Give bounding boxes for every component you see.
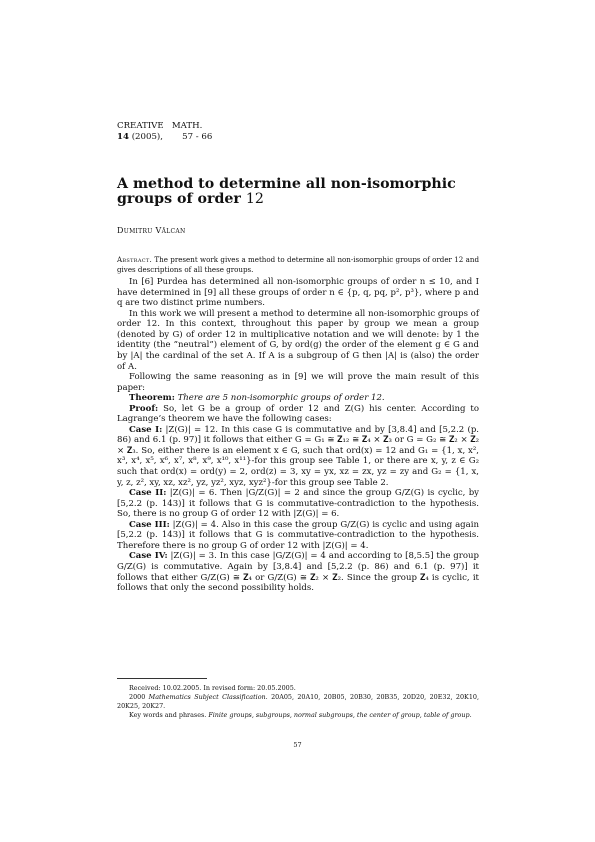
keywords bbox=[117, 711, 479, 720]
case-1 bbox=[117, 425, 479, 488]
case-2-text: |Z(G)| = 6. Then |G/Z(G)| = 2 and since the group G/Z(G) is cyclic, by [5,2.2 (p. 143)] it follows that G is commutative-contradiction to the hypothesis. So, there is no group G of order 12 with |Z(G)| = 6. bbox=[117, 488, 480, 520]
msc-classification bbox=[117, 693, 479, 711]
proof-label: Proof: bbox=[129, 403, 159, 414]
msc-prefix: 2000 bbox=[129, 693, 149, 702]
paper-body bbox=[117, 255, 479, 594]
case-4-label: Case IV: bbox=[129, 551, 168, 562]
theorem bbox=[117, 393, 479, 404]
theorem-label: Theorem: bbox=[129, 393, 175, 404]
title-number: 12 bbox=[245, 191, 264, 207]
page-number: 57 bbox=[293, 741, 302, 749]
msc-label: Mathematics Subject Classification. bbox=[148, 693, 268, 702]
paragraph-context: In this work we will present a method to determine all non-isomorphic groups of order 12. In this context, throughout this paper by group we mean a group (denoted by G) of order 12 in multiplicative notation and we will denote: by 1 the identity (the ”neutral”) element of G, by ord(g) the order of the element g ∈ G and by |A| the cardinal of the set A. If A is a subgroup of G then |A| is (also) the order of A. bbox=[117, 308, 479, 372]
paragraph-reasoning: Following the same reasoning as in [9] we will prove the main result of this paper: bbox=[117, 372, 479, 393]
msc-codes: 20A05, 20A10, 20B05, 20B30, 20B35, 20D20, 20E32, 20K10, 20K25, 20K27. bbox=[117, 693, 479, 711]
proof bbox=[117, 404, 479, 425]
received-date: Received: 10.02.2005. In revised form: 20.05.2005. bbox=[129, 684, 296, 692]
case-1-label: Case I: bbox=[129, 424, 163, 435]
journal-name: CREATIVE MATH. bbox=[117, 121, 203, 131]
case-3-label: Case III: bbox=[129, 519, 170, 530]
paper-title bbox=[117, 177, 497, 207]
title-text: A method to determine all non-isomorphic groups of order bbox=[117, 176, 456, 207]
abstract bbox=[117, 255, 479, 274]
case-2-label: Case II: bbox=[129, 488, 167, 499]
case-3 bbox=[117, 520, 479, 552]
proof-text: So, let G be a group of order 12 and Z(G) his center. According to Lagrange’s theorem we have the following cases: bbox=[117, 403, 479, 425]
case-4 bbox=[117, 551, 479, 593]
journal-header bbox=[117, 121, 212, 143]
abstract-label: Abstract. bbox=[117, 255, 153, 264]
footnotes bbox=[117, 684, 479, 720]
keywords-label: Key words and phrases. bbox=[129, 711, 207, 720]
case-3-text: |Z(G)| = 4. Also in this case the group G/Z(G) is cyclic and using again [5,2.2 (p. 143)] it follows that G is commutative-contradiction to the hypothesis. Therefore there is no group G of order 12 with |Z(G)| = 4. bbox=[117, 519, 479, 551]
case-1-text: |Z(G)| = 12. In this case G is commutative and by [3,8.4] and [5,2.2 (p. 86) and 6.1 (p. 97)] it follows that either G = G₁ ≅ 𝐙₁₂ ≅ 𝐙₄ × 𝐙₃ or G = G₂ ≅ 𝐙₂ × 𝐙₂ × 𝐙₃. So, either there is an element x ∈ G, such that ord(x) = 12 and G₁ = {1, x, x², x³, x⁴, x⁵, x⁶, x⁷, x⁸, x⁹, x¹⁰, x¹¹}-for this group see Table 1, or there are x, y, z ∈ G₂ such that ord(x) = ord(y) = 2, ord(z) = 3, xy = yx, xz = zx, yz = zy and G₂ = {1, x, y, z, z², xy, xz, xz², yz, yz², xyz, xyz²}-for this group see Table 2. bbox=[117, 424, 480, 488]
case-4-text: |Z(G)| = 3. In this case |G/Z(G)| = 4 and according to [8,5.5] the group G/Z(G) is commutative. Again by [3,8.4] and [5,2.2 (p. 86) and 6.1 (p. 97)] it follows that either G/Z(G) ≅ 𝐙₄ or G/Z(G) ≅ 𝐙₂ × 𝐙₂. Since the group 𝐙₄ is cyclic, it follows that only the second possibility holds. bbox=[117, 551, 479, 594]
author-name: Dumitru Vălcan bbox=[117, 226, 186, 235]
paragraph-intro: In [6] Purdea has determined all non-isomorphic groups of order n ≤ 10, and I have determined in [9] all these groups of order n ∈ {p, q, pq, p², p³}, where p and q are two distinct prime numbers. bbox=[117, 277, 479, 309]
keywords-text: Finite groups, subgroups, normal subgroups, the center of group, table of group. bbox=[206, 711, 472, 720]
journal-year-pages: (2005), 57 - 66 bbox=[128, 132, 213, 142]
case-2 bbox=[117, 488, 479, 520]
theorem-text: There are 5 non-isomorphic groups of order 12. bbox=[174, 393, 385, 404]
abstract-text: The present work gives a method to determine all non-isomorphic groups of order 12 and gives descriptions of all these groups. bbox=[117, 255, 479, 274]
journal-volume: 14 bbox=[117, 132, 129, 142]
journal-volume-line bbox=[117, 132, 212, 143]
footnote-rule bbox=[117, 678, 207, 679]
